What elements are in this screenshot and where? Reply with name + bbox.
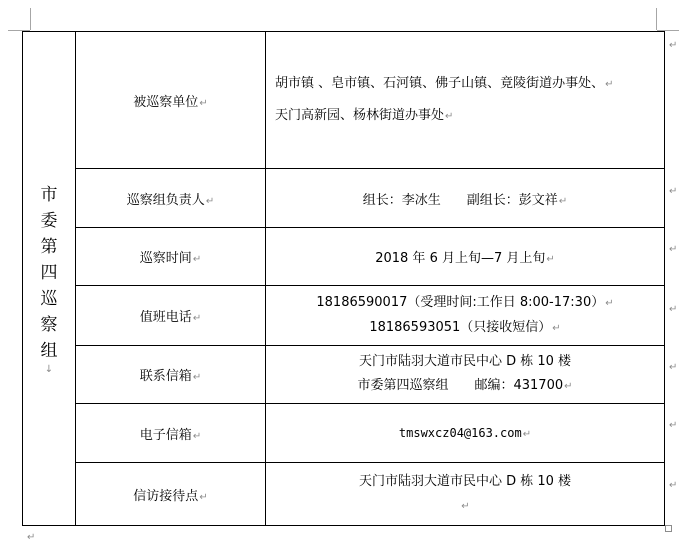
paragraph-mark: ↓ [44, 363, 54, 375]
label-group-leaders: 巡察组负责人↵ [76, 169, 266, 228]
crop-mark [656, 8, 657, 30]
row-end-mark: ↵ [669, 40, 678, 51]
label-email: 电子信箱↵ [76, 404, 266, 463]
table-row [23, 32, 665, 169]
label-inspected-units: 被巡察单位↵ [76, 32, 266, 169]
crop-mark [30, 8, 31, 30]
label-inspection-time: 巡察时间↵ [76, 228, 266, 286]
table-row [23, 346, 665, 404]
value-inspected-units: 胡市镇 、皂市镇、石河镇、佛子山镇、竟陵街道办事处、↵ 天门高新园、杨林街道办事处↵ [266, 32, 665, 169]
row-end-mark: ↵ [669, 480, 678, 491]
row-end-mark: ↵ [669, 186, 678, 197]
table-row [23, 404, 665, 463]
group-title: 市 委 第 四 巡 察 组 ↓ [40, 184, 58, 375]
email-address[interactable]: tmswxcz04@163.com [398, 425, 522, 440]
table-row [23, 228, 665, 286]
table-resize-handle[interactable] [665, 525, 672, 532]
value-duty-phone: 18186590017（受理时间:工作日 8:00-17:30）↵ 18186593051（只接收短信）↵ [266, 286, 665, 346]
value-inspection-time: 2018 年 6 月上旬—7 月上旬↵ [266, 228, 665, 286]
value-email: tmswxcz04@163.com↵ [266, 404, 665, 463]
value-group-leaders: 组长：李冰生 副组长：彭文祥↵ [266, 169, 665, 228]
value-reception-point: 天门市陆羽大道市民中心 D 栋 10 楼 ↵ [266, 463, 665, 526]
row-end-mark: ↵ [669, 244, 678, 255]
row-end-mark: ↵ [669, 420, 678, 431]
table-row [23, 463, 665, 526]
row-end-mark: ↵ [669, 304, 678, 315]
table-row [23, 286, 665, 346]
label-reception-point: 信访接待点↵ [76, 463, 266, 526]
inspection-info-table [22, 31, 665, 526]
label-duty-phone: 值班电话↵ [76, 286, 266, 346]
paragraph-mark: ↵ [27, 532, 36, 543]
group-title-cell [23, 32, 76, 526]
table-row [23, 169, 665, 228]
label-mailbox: 联系信箱↵ [76, 346, 266, 404]
value-mailbox: 天门市陆羽大道市民中心 D 栋 10 楼 市委第四巡察组 邮编：431700↵ [266, 346, 665, 404]
row-end-mark: ↵ [669, 362, 678, 373]
